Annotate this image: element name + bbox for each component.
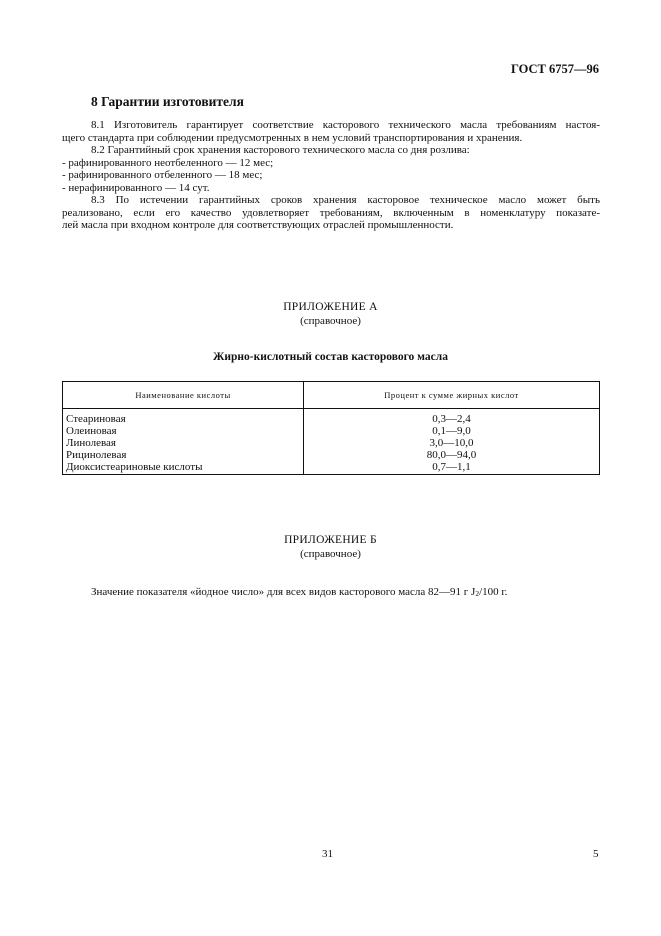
table-row xyxy=(63,425,600,437)
paragraph-8-1-line: щего стандарта при соблюдении предусмотренных в нем условий транспортирования и хранения. xyxy=(62,131,523,144)
table-row xyxy=(63,449,600,461)
acid-name-cell: Диоксистеариновые кислоты xyxy=(63,461,304,475)
percent-cell: 3,0—10,0 xyxy=(304,437,600,449)
acid-name-cell: Линолевая xyxy=(63,437,304,449)
paragraph-8-1-line: 8.1 Изготовитель гарантирует соответствие касторового технического масла требованиям настоя- xyxy=(91,119,600,131)
appendix-a-title: ПРИЛОЖЕНИЕ А xyxy=(283,301,378,313)
table-row xyxy=(63,409,600,426)
section-8-body xyxy=(62,119,600,232)
appendix-b-title: ПРИЛОЖЕНИЕ Б xyxy=(284,534,377,546)
paragraph-8-3-line: лей масла при входном контроле для соответствующих отраслей промышленности. xyxy=(62,219,454,231)
iodine-text-unit: /100 г. xyxy=(479,586,508,598)
percent-cell: 80,0—94,0 xyxy=(304,449,600,461)
acid-name-cell: Стеариновая xyxy=(63,409,304,426)
table-row xyxy=(63,437,600,449)
iodine-text-main: Значение показателя «йодное число» для всех видов касторового масла 82—91 г J xyxy=(91,586,476,598)
fatty-acid-table xyxy=(62,381,600,475)
page-number-right: 5 xyxy=(593,848,599,860)
acid-name-cell: Рицинолевая xyxy=(63,449,304,461)
section-title: 8 Гарантии изготовителя xyxy=(91,94,244,109)
appendix-b-subtitle: (справочное) xyxy=(300,548,361,560)
page-number-center: 31 xyxy=(322,848,333,860)
document-code: ГОСТ 6757—96 xyxy=(510,62,599,76)
list-item: - рафинированного неотбеленного — 12 мес; xyxy=(62,156,274,169)
table-row xyxy=(63,461,600,475)
column-header-percent: Процент к сумме жирных кислот xyxy=(304,382,600,409)
table-title: Жирно-кислотный состав касторового масла xyxy=(212,351,448,363)
appendix-a-subtitle: (справочное) xyxy=(300,315,361,327)
list-item: - рафинированного отбеленного — 18 мес; xyxy=(62,169,263,181)
acid-name-cell: Олеиновая xyxy=(63,425,304,437)
percent-cell: 0,7—1,1 xyxy=(304,461,600,475)
list-item: - нерафинированного — 14 сут. xyxy=(62,181,210,194)
column-header-acid-name: Наименование кислоты xyxy=(63,382,304,409)
paragraph-8-2: 8.2 Гарантийный срок хранения касторового технического масла со дня розлива: xyxy=(91,144,470,156)
iodine-number-statement xyxy=(91,586,611,601)
paragraph-8-3-line: реализовано, если его качество удовлетворяет требованиям, включенным в номенклатуру показате- xyxy=(62,206,600,219)
iodine-subscript: 2 xyxy=(475,589,480,598)
percent-cell: 0,3—2,4 xyxy=(304,409,600,426)
paragraph-8-3-line: 8.3 По истечении гарантийных сроков хранения касторовое техническое масло может быть xyxy=(91,194,600,206)
percent-cell: 0,1—9,0 xyxy=(304,425,600,437)
